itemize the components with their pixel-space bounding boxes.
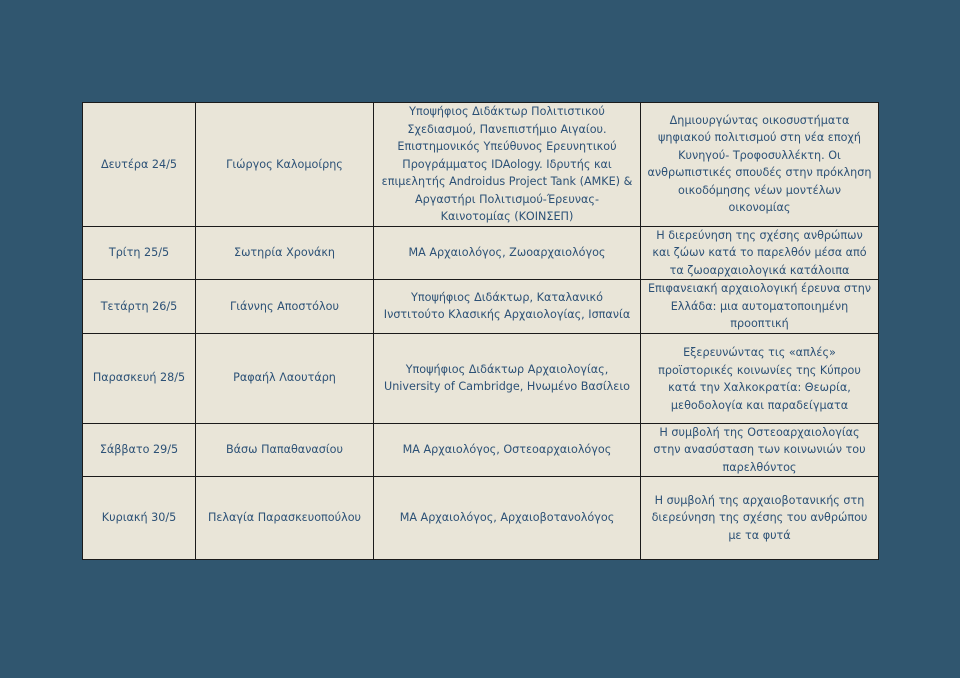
talk-topic-cell: Δημιουργώντας οικοσυστήματα ψηφιακού πολιτισμού στη νέα εποχή Κυνηγού- Τροφοσυλλέκτη. Οι ανθρωπιστικές σπουδές στην πρόκληση οικοδόμησης νέων μοντέλων οικονομίας [641,103,879,227]
table-row [83,477,879,560]
speaker-bio-cell: MA Αρχαιολόγος, Αρχαιοβοτανολόγος [374,477,641,560]
date-cell: Τρίτη 25/5 [83,226,196,280]
talk-topic-cell: Η συμβολή της Οστεοαρχαιολογίας στην ανασύσταση των κοινωνιών του παρελθόντος [641,423,879,477]
schedule-table [82,102,879,560]
table-row [83,103,879,227]
speaker-bio-cell: Υποψήφιος Διδάκτωρ Αρχαιολογίας, University of Cambridge, Ηνωμένο Βασίλειο [374,333,641,423]
speaker-name-cell: Βάσω Παπαθανασίου [196,423,374,477]
speaker-name-cell: Πελαγία Παρασκευοπούλου [196,477,374,560]
date-cell: Δευτέρα 24/5 [83,103,196,227]
date-cell: Παρασκευή 28/5 [83,333,196,423]
talk-topic-cell: Η διερεύνηση της σχέσης ανθρώπων και ζώων κατά το παρελθόν μέσα από τα ζωοαρχαιολογικά κατάλοιπα [641,226,879,280]
talk-topic-cell: Εξερευνώντας τις «απλές» προϊστορικές κοινωνίες της Κύπρου κατά την Χαλκοκρατία: Θεωρία, μεθοδολογία και παραδείγματα [641,333,879,423]
schedule-sheet [82,102,878,560]
speaker-bio-cell: MA Αρχαιολόγος, Οστεοαρχαιολόγος [374,423,641,477]
speaker-name-cell: Γιάννης Αποστόλου [196,280,374,334]
date-cell: Τετάρτη 26/5 [83,280,196,334]
speaker-name-cell: Σωτηρία Χρονάκη [196,226,374,280]
table-row [83,333,879,423]
table-row [83,226,879,280]
table-row [83,280,879,334]
speaker-bio-cell: Υποψήφιος Διδάκτωρ, Καταλανικό Ινστιτούτο Κλασικής Αρχαιολογίας, Ισπανία [374,280,641,334]
talk-topic-cell: Επιφανειακή αρχαιολογική έρευνα στην Ελλάδα: μια αυτοματοποιημένη προοπτική [641,280,879,334]
talk-topic-cell: Η συμβολή της αρχαιοβοτανικής στη διερεύνηση της σχέσης του ανθρώπου με τα φυτά [641,477,879,560]
date-cell: Κυριακή 30/5 [83,477,196,560]
speaker-name-cell: Γιώργος Καλομοίρης [196,103,374,227]
speaker-bio-cell: Υποψήφιος Διδάκτωρ Πολιτιστικού Σχεδιασμού, Πανεπιστήμιο Αιγαίου. Επιστημονικός Υπεύθυνος Ερευνητικού Προγράμματος IDAology. Ιδρυτής και επιμελητής Androidus Project Tank (ΑΜΚΕ) & Αργαστήρι Πολιτισμού-Έρευνας-Καινοτομίας (ΚΟΙΝΣΕΠ) [374,103,641,227]
table-row [83,423,879,477]
speaker-name-cell: Ραφαήλ Λαουτάρη [196,333,374,423]
speaker-bio-cell: MA Αρχαιολόγος, Ζωοαρχαιολόγος [374,226,641,280]
date-cell: Σάββατο 29/5 [83,423,196,477]
